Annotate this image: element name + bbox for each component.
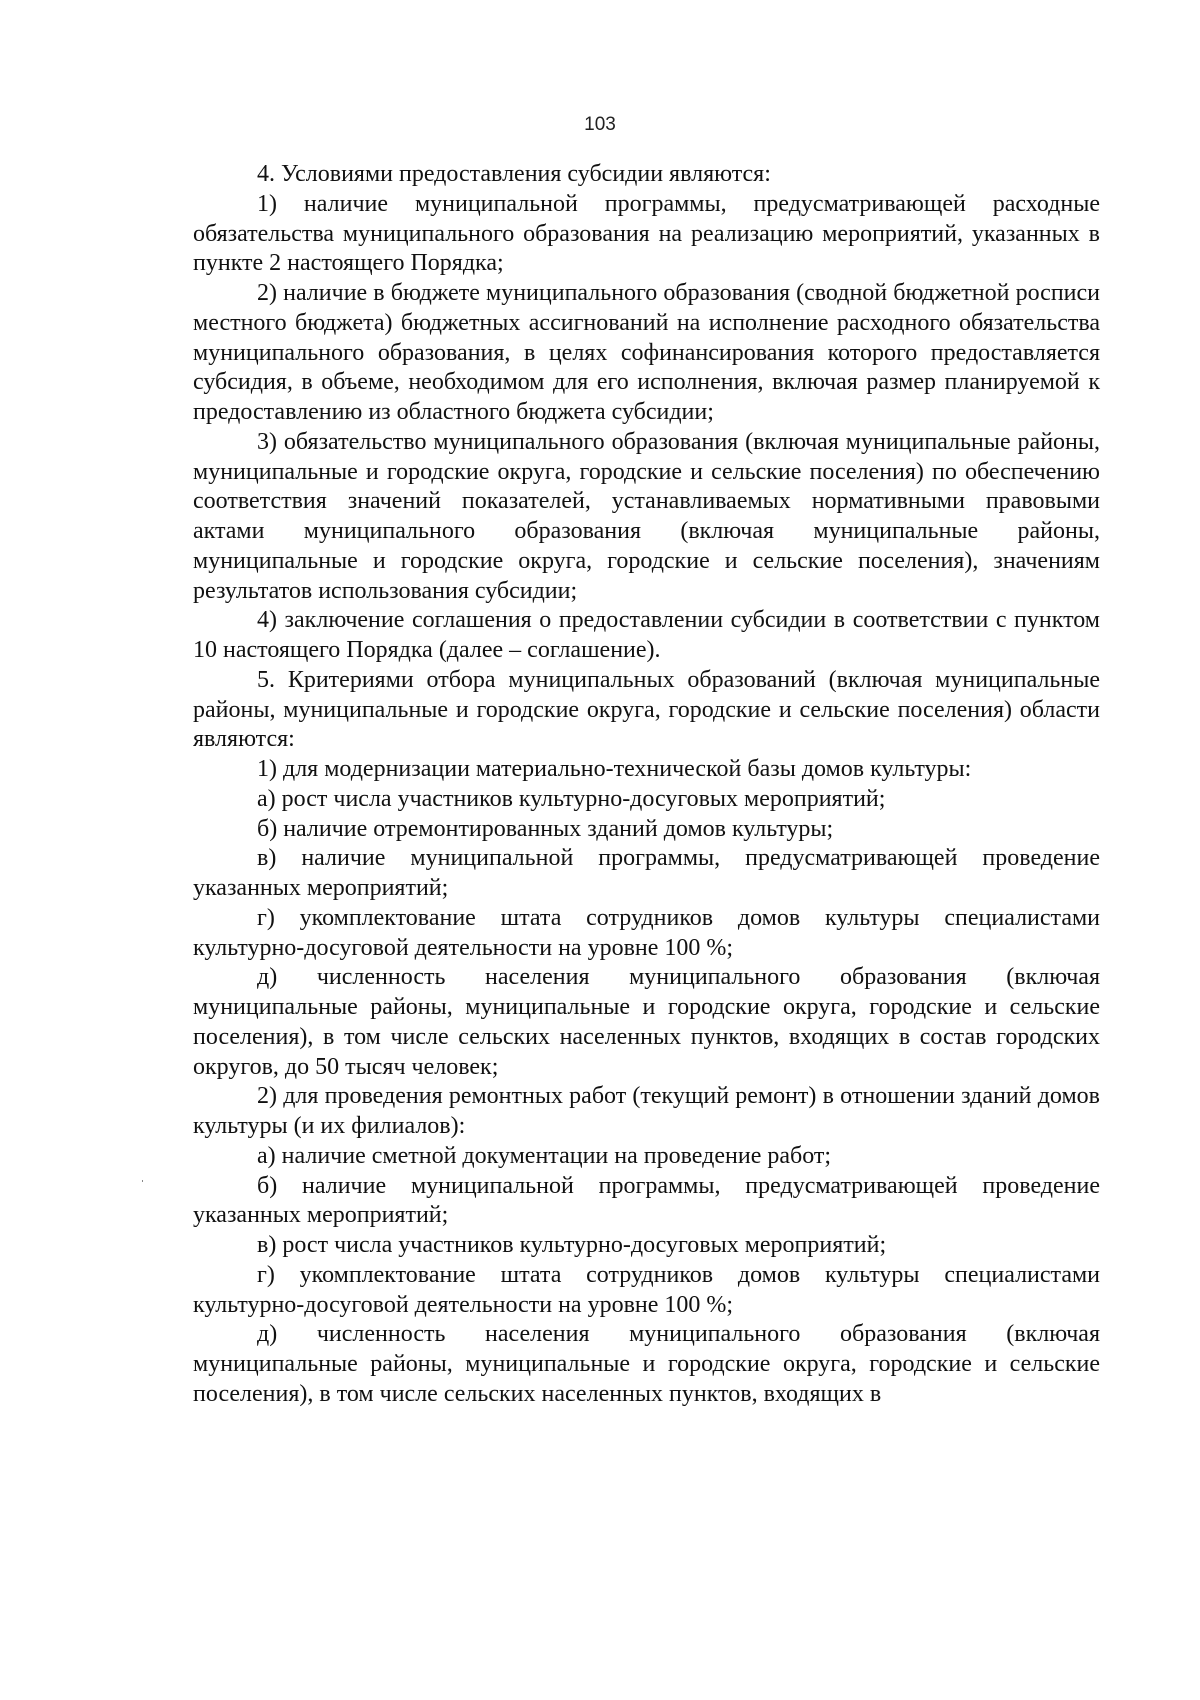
paragraph-5-1-g: г) укомплектование штата сотрудников домов культуры специалистами культурно-досуговой деятельности на уровне 100 %; [193,904,1100,961]
paragraph-5-1-v: в) наличие муниципальной программы, предусматривающей проведение указанных мероприятий; [193,845,1100,901]
paragraph-5-1-d: д) численность населения муниципального образования (включая муниципальные районы, муниципальные и городские округа, городские и сельские поселения), в том числе сельских населенных пунктов, входящих в состав городских округов, до 50 тысяч человек; [193,964,1100,1080]
scan-margin-mark [142,1180,143,1182]
paragraph-5-1-a: а) рост числа участников культурно-досуговых мероприятий; [257,785,886,812]
paragraph-5-1: 1) для модернизации материально-технической базы домов культуры: [257,756,972,782]
paragraph-4-3: 3) обязательство муниципального образования (включая муниципальные районы, муниципальные и городские округа, городские и сельские поселения) по обеспечению соответствия значений показателей, устанавливаемых нормативными правовыми актами муниципального образования (включая муниципальные районы, муниципальные и городские округа, городские и сельские поселения), значениям результатов использования субсидии; [193,428,1100,604]
paragraph-4-1: 1) наличие муниципальной программы, предусматривающей расходные обязательства муниципального образования на реализацию мероприятий, указанных в пункте 2 настоящего Порядка; [193,190,1100,277]
paragraph-5-2-b: б) наличие муниципальной программы, предусматривающей проведение указанных мероприятий; [193,1172,1100,1229]
paragraph-5-2-g: г) укомплектование штата сотрудников домов культуры специалистами культурно-досуговой деятельности на уровне 100 %; [193,1261,1100,1318]
paragraph-4-2: 2) наличие в бюджете муниципального образования (сводной бюджетной росписи местного бюджета) бюджетных ассигнований на исполнение расходного обязательства муниципального образования, в целях софинансирования которого предоставляется субсидия, в объеме, необходимом для его исполнения, включая размер планируемой к предоставлению из областного бюджета субсидии; [193,280,1100,425]
paragraph-5-1-b: б) наличие отремонтированных зданий домов культуры; [257,815,834,842]
document-body [193,160,1100,1410]
paragraph-5-2: 2) для проведения ремонтных работ (текущий ремонт) в отношении зданий домов культуры (и их филиалов): [193,1083,1100,1139]
paragraph-5-2-a: а) наличие сметной документации на проведение работ; [257,1142,832,1169]
paragraph-5-2-d: д) численность населения муниципального образования (включая муниципальные районы, муниципальные и городские округа, городские и сельские поселения), в том числе сельских населенных пунктов, входящих в [193,1321,1100,1407]
paragraph-5-criteria-heading: 5. Критериями отбора муниципальных образований (включая муниципальные районы, муниципальные и городские округа, городские и сельские поселения) области являются: [193,666,1100,753]
paragraph-4-4: 4) заключение соглашения о предоставлении субсидии в соответствии с пунктом 10 настоящего Порядка (далее – соглашение). [193,607,1100,663]
paragraph-5-2-v: в) рост числа участников культурно-досуговых мероприятий; [257,1232,887,1258]
paragraph-4-conditions-heading: 4. Условиями предоставления субсидии являются: [257,161,771,187]
page-number: 103 [584,114,616,135]
